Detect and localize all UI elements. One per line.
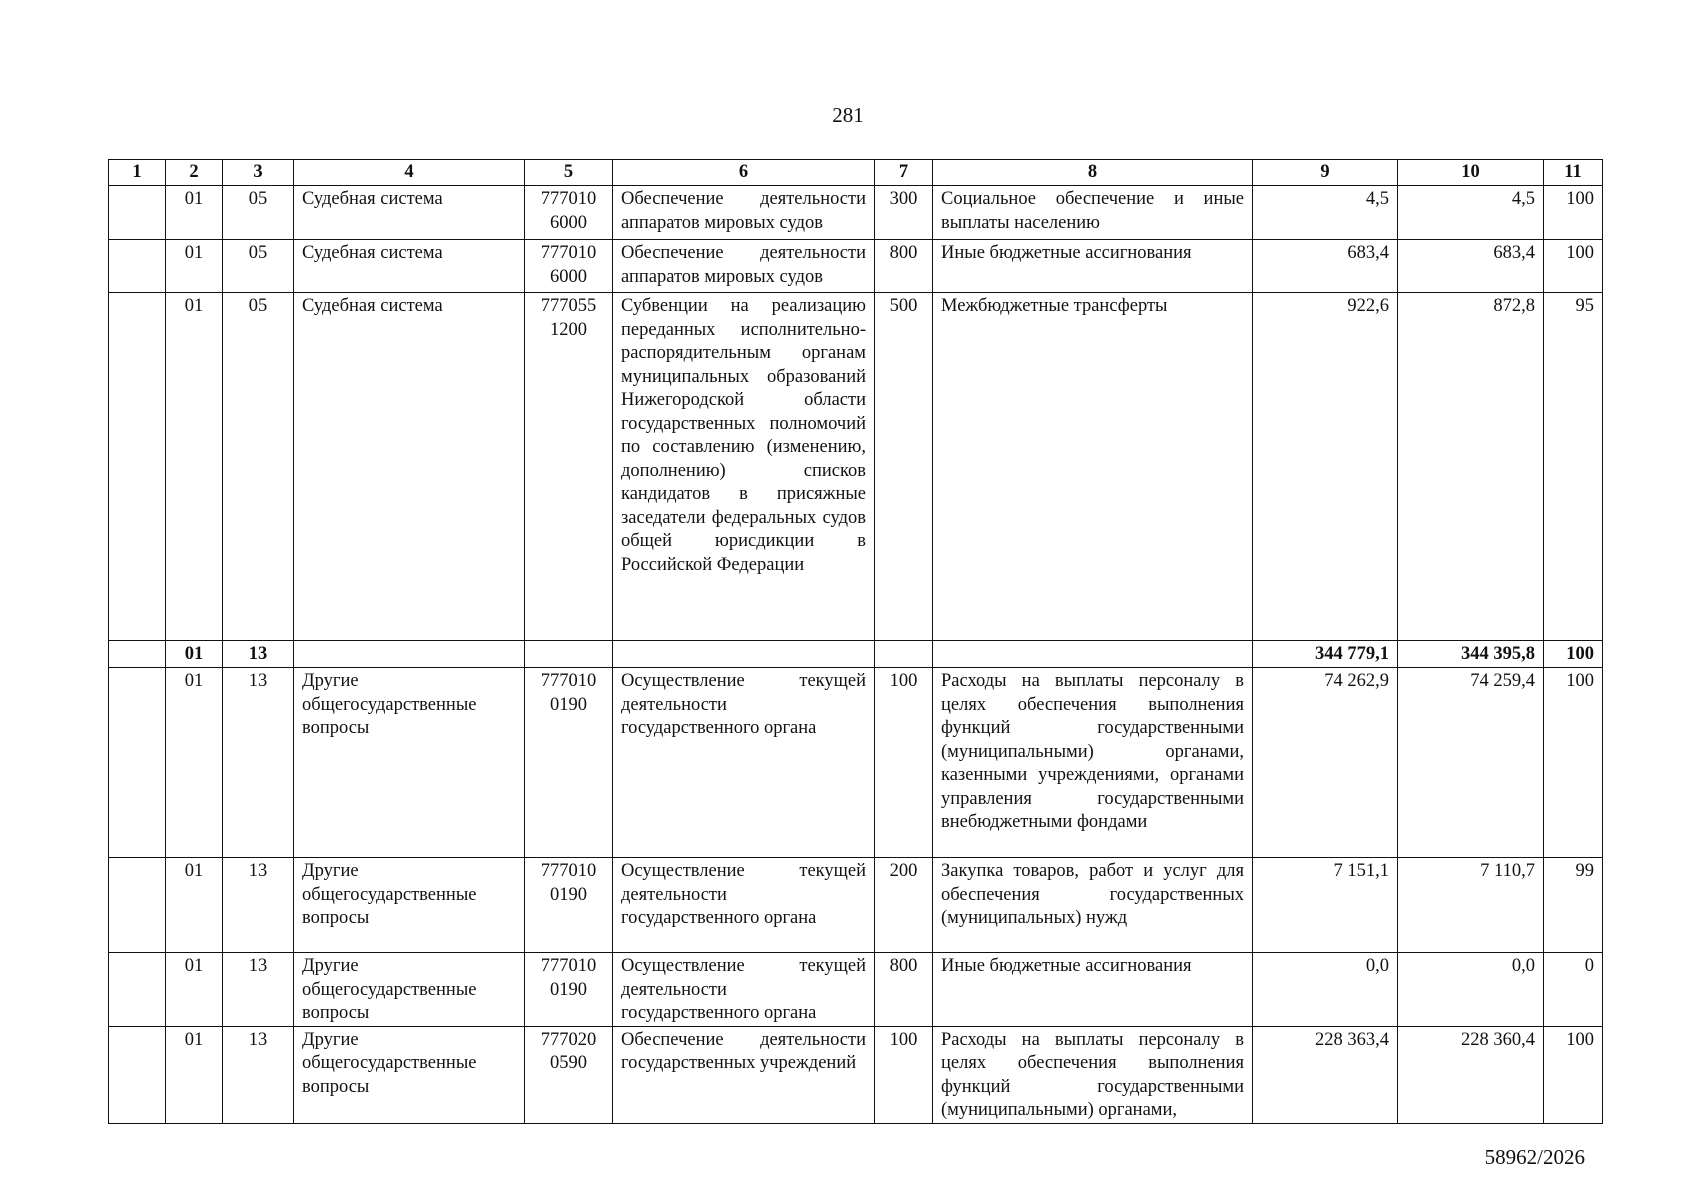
cell-planned: 228 363,4 [1253, 1026, 1398, 1123]
cell-article-name: Субвенции на реализацию переданных исполнительно-распорядительным органам муниципальных образований Нижегородской области государственных полномочий по составлению (изменению, дополнению) списков кандидатов в присяжные заседатели федеральных судов общей юрисдикции в Российской Федерации [613, 293, 875, 641]
column-header: 7 [875, 160, 933, 186]
table-total-row [109, 641, 1603, 668]
cell-expense-type-name: Иные бюджетные ассигнования [933, 240, 1253, 293]
cell-expense-type-name: Расходы на выплаты персоналу в целях обеспечения выполнения функций государственными (муниципальными) органами, [933, 1026, 1253, 1123]
column-header: 5 [525, 160, 613, 186]
cell-target-article: 777020 0590 [525, 1026, 613, 1123]
cell-expense-type-name [933, 641, 1253, 668]
cell-expense-type-name: Межбюджетные трансферты [933, 293, 1253, 641]
column-header: 8 [933, 160, 1253, 186]
cell-percent: 100 [1544, 641, 1603, 668]
cell-executed: 344 395,8 [1398, 641, 1544, 668]
budget-table [108, 159, 1603, 1124]
cell-number [109, 641, 166, 668]
table-row [109, 1026, 1603, 1123]
cell-section: 01 [166, 1026, 223, 1123]
column-header: 6 [613, 160, 875, 186]
cell-article-name: Обеспечение деятельности аппаратов мировых судов [613, 186, 875, 240]
cell-target-article: 777010 6000 [525, 240, 613, 293]
cell-article-name: Обеспечение деятельности аппаратов мировых судов [613, 240, 875, 293]
cell-expense-type-name: Иные бюджетные ассигнования [933, 953, 1253, 1027]
cell-planned: 74 262,9 [1253, 668, 1398, 858]
cell-expense-type: 500 [875, 293, 933, 641]
cell-subsection-name: Другие общегосударственные вопросы [294, 1026, 525, 1123]
cell-planned: 4,5 [1253, 186, 1398, 240]
cell-executed: 683,4 [1398, 240, 1544, 293]
cell-article-name [613, 641, 875, 668]
column-header: 3 [223, 160, 294, 186]
cell-subsection: 05 [223, 293, 294, 641]
cell-percent: 100 [1544, 668, 1603, 858]
cell-target-article: 777010 0190 [525, 858, 613, 953]
cell-executed: 0,0 [1398, 953, 1544, 1027]
cell-subsection-name: Другие общегосударственные вопросы [294, 953, 525, 1027]
cell-subsection-name: Судебная система [294, 186, 525, 240]
cell-section: 01 [166, 293, 223, 641]
cell-number [109, 1026, 166, 1123]
cell-expense-type-name: Закупка товаров, работ и услуг для обеспечения государственных (муниципальных) нужд [933, 858, 1253, 953]
table-header-row [109, 160, 1603, 186]
column-header: 11 [1544, 160, 1603, 186]
cell-expense-type: 100 [875, 1026, 933, 1123]
cell-section: 01 [166, 858, 223, 953]
cell-percent: 100 [1544, 1026, 1603, 1123]
cell-number [109, 293, 166, 641]
cell-number [109, 953, 166, 1027]
document-id: 58962/2026 [1484, 1145, 1585, 1169]
cell-percent: 99 [1544, 858, 1603, 953]
cell-planned: 922,6 [1253, 293, 1398, 641]
page-number: 281 [832, 103, 864, 127]
column-header: 9 [1253, 160, 1398, 186]
cell-planned: 7 151,1 [1253, 858, 1398, 953]
cell-expense-type: 100 [875, 668, 933, 858]
cell-subsection: 05 [223, 240, 294, 293]
cell-expense-type [875, 641, 933, 668]
cell-number [109, 858, 166, 953]
cell-expense-type-name: Социальное обеспечение и иные выплаты населению [933, 186, 1253, 240]
cell-number [109, 240, 166, 293]
cell-target-article: 777010 0190 [525, 953, 613, 1027]
table-row [109, 186, 1603, 240]
cell-subsection: 13 [223, 641, 294, 668]
table-row [109, 668, 1603, 858]
cell-expense-type: 300 [875, 186, 933, 240]
cell-percent: 95 [1544, 293, 1603, 641]
cell-subsection: 13 [223, 1026, 294, 1123]
cell-percent: 100 [1544, 240, 1603, 293]
table-row [109, 293, 1603, 641]
cell-article-name: Обеспечение деятельности государственных учреждений [613, 1026, 875, 1123]
cell-section: 01 [166, 953, 223, 1027]
cell-article-name: Осуществление текущей деятельности государственного органа [613, 668, 875, 858]
cell-target-article: 777010 0190 [525, 668, 613, 858]
cell-executed: 4,5 [1398, 186, 1544, 240]
cell-expense-type: 800 [875, 240, 933, 293]
cell-target-article [525, 641, 613, 668]
cell-subsection-name [294, 641, 525, 668]
cell-planned: 683,4 [1253, 240, 1398, 293]
cell-subsection-name: Судебная система [294, 240, 525, 293]
cell-section: 01 [166, 641, 223, 668]
cell-planned: 0,0 [1253, 953, 1398, 1027]
column-header: 1 [109, 160, 166, 186]
cell-expense-type: 200 [875, 858, 933, 953]
cell-number [109, 668, 166, 858]
cell-subsection-name: Судебная система [294, 293, 525, 641]
cell-subsection: 05 [223, 186, 294, 240]
cell-subsection: 13 [223, 953, 294, 1027]
cell-target-article: 777010 6000 [525, 186, 613, 240]
cell-percent: 0 [1544, 953, 1603, 1027]
column-header: 2 [166, 160, 223, 186]
cell-expense-type-name: Расходы на выплаты персоналу в целях обеспечения выполнения функций государственными (муниципальными) органами, казенными учреждениями, органами управления государственными внебюджетными фондами [933, 668, 1253, 858]
cell-section: 01 [166, 668, 223, 858]
cell-subsection: 13 [223, 668, 294, 858]
cell-section: 01 [166, 240, 223, 293]
cell-article-name: Осуществление текущей деятельности государственного органа [613, 858, 875, 953]
cell-subsection-name: Другие общегосударственные вопросы [294, 858, 525, 953]
cell-section: 01 [166, 186, 223, 240]
cell-target-article: 777055 1200 [525, 293, 613, 641]
cell-expense-type: 800 [875, 953, 933, 1027]
column-header: 4 [294, 160, 525, 186]
cell-executed: 228 360,4 [1398, 1026, 1544, 1123]
table-row [109, 953, 1603, 1027]
column-header: 10 [1398, 160, 1544, 186]
table-row [109, 858, 1603, 953]
cell-article-name: Осуществление текущей деятельности государственного органа [613, 953, 875, 1027]
table-row [109, 240, 1603, 293]
cell-executed: 872,8 [1398, 293, 1544, 641]
cell-subsection: 13 [223, 858, 294, 953]
cell-percent: 100 [1544, 186, 1603, 240]
cell-executed: 7 110,7 [1398, 858, 1544, 953]
cell-executed: 74 259,4 [1398, 668, 1544, 858]
cell-subsection-name: Другие общегосударственные вопросы [294, 668, 525, 858]
cell-planned: 344 779,1 [1253, 641, 1398, 668]
cell-number [109, 186, 166, 240]
